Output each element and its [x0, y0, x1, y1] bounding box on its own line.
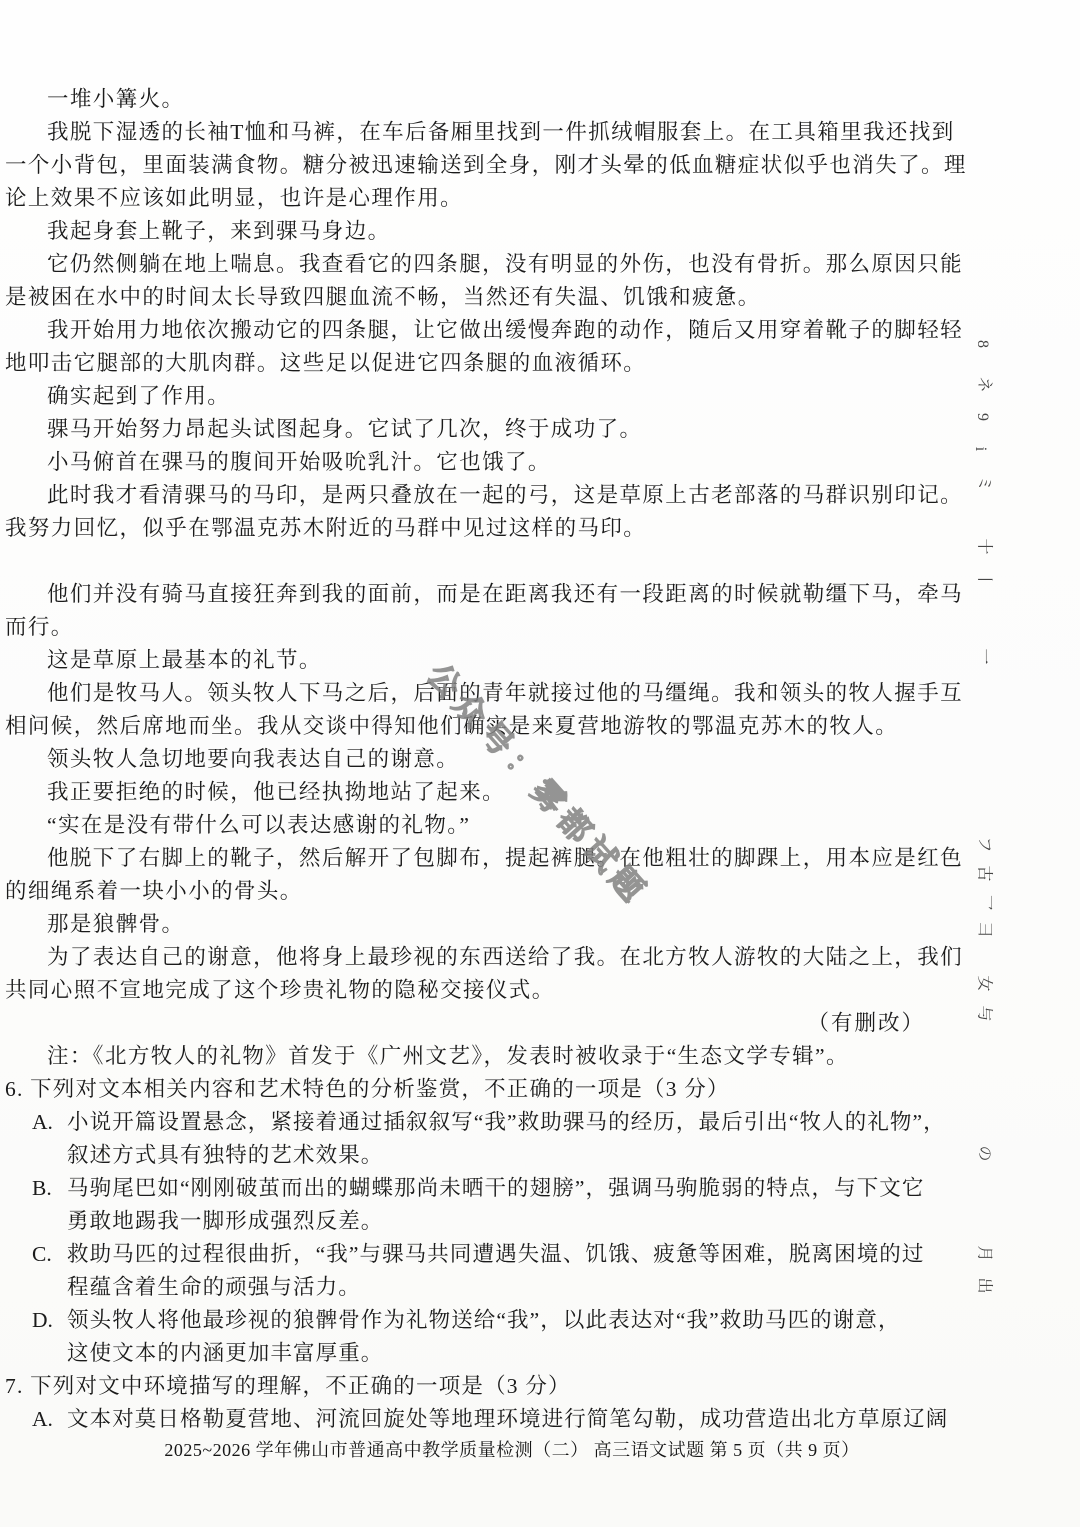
text-line — [5, 281, 931, 314]
line-text: 领头牧人将他最珍视的狼髀骨作为礼物送给“我”，以此表达对“我”救助马匹的谢意， — [67, 1308, 901, 1332]
line-text: 一堆小篝火。 — [47, 87, 185, 111]
text-line — [5, 479, 964, 512]
text-line — [5, 83, 931, 116]
line-text: 我脱下湿透的长袖T恤和马裤，在车后备厢里找到一件抓绒帽服套上。在工具箱里我还找到 — [47, 120, 955, 144]
text-line — [5, 941, 964, 974]
margin-mark: 丨 — [975, 571, 993, 588]
line-text: 我起身套上靴子，来到骒马身边。 — [47, 219, 391, 243]
line-text: 我正要拒绝的时候，他已经执拗地站了起来。 — [47, 780, 506, 804]
page-footer: 2025~2026 学年佛山市普通高中教学质量检测（二） 高三语文试题 第 5 页（共 9 页） — [164, 1440, 860, 1460]
text-line — [5, 347, 931, 380]
line-text: 小马俯首在骒马的腹间开始吸吮乳汁。它也饿了。 — [47, 450, 551, 474]
text-line — [5, 908, 931, 941]
margin-mark: 彐 — [975, 921, 993, 938]
line-text: 骒马开始努力昂起头试图起身。它试了几次，终于成功了。 — [47, 417, 643, 441]
text-line — [5, 611, 931, 644]
line-text: “实在是没有带什么可以表达感谢的礼物。” — [47, 813, 471, 837]
option-line — [5, 1139, 931, 1172]
option-line — [5, 1304, 931, 1337]
line-text: 是被困在水中的时间太长导致四腿血流不畅，当然还有失温、饥饿和疲惫。 — [5, 285, 761, 309]
line-text: 我努力回忆，似乎在鄂温克苏木附近的马群中见过这样的马印。 — [5, 516, 647, 540]
option-line — [5, 1205, 931, 1238]
line-text: 注：《北方牧人的礼物》首发于《广州文艺》，发表时被收录于“生态文学专辑”。 — [47, 1044, 849, 1068]
text-line — [5, 974, 931, 1007]
option-line — [5, 1106, 946, 1139]
line-text: 7. 下列对文中环境描写的理解，不正确的一项是（3 分） — [5, 1374, 571, 1398]
line-text: 为了表达自己的谢意，他将身上最珍视的东西送给了我。在北方牧人游牧的大陆之上，我们 — [47, 945, 964, 969]
text-line — [5, 116, 955, 149]
text-line — [5, 710, 931, 743]
margin-mark: i — [972, 446, 990, 452]
text-line — [5, 644, 931, 677]
text-line — [5, 1040, 931, 1073]
line-text: 他脱下了右脚上的靴子，然后解开了包脚布，提起裤腿。在他粗壮的脚踝上，用本应是红色 — [47, 846, 964, 870]
line-text: 他们并没有骑马直接狂奔到我的面前，而是在距离我还有一段距离的时候就勒缰下马，牵马 — [47, 582, 964, 606]
margin-mark: 8 — [974, 340, 991, 348]
text-line — [5, 413, 931, 446]
line-text: 他们是牧马人。领头牧人下马之后，后面的青年就接过他的马缰绳。我和领头的牧人握手互 — [47, 681, 964, 705]
line-text: 6. 下列对文本相关内容和艺术特色的分析鉴赏，不正确的一项是（3 分） — [5, 1077, 730, 1101]
margin-mark: の — [975, 1145, 993, 1162]
text-line — [5, 314, 964, 347]
margin-mark: 乛 — [975, 894, 993, 911]
margin-mark: ネ — [975, 376, 993, 393]
attribution-line — [5, 1007, 931, 1040]
text-line — [5, 578, 964, 611]
blank-line — [5, 545, 931, 578]
line-text: 文本对莫日格勒夏营地、河流回旋处等地理环境进行简笔勾勒，成功营造出北方草原辽阔 — [67, 1407, 949, 1431]
line-text: 论上效果不应该如此明显，也许是心理作用。 — [5, 186, 464, 210]
text-line — [5, 248, 964, 281]
option-label: A. — [32, 1110, 53, 1134]
margin-mark: 十 — [975, 538, 993, 555]
line-text: 地叩击它腿部的大肌肉群。这些足以促进它四条腿的血液循环。 — [5, 351, 647, 375]
text-line — [5, 809, 931, 842]
line-text: 此时我才看清骒马的马印，是两只叠放在一起的弓，这是草原上古老部落的马群识别印记。 — [47, 483, 964, 507]
line-text: 领头牧人急切地要向我表达自己的谢意。 — [47, 747, 460, 771]
option-line — [5, 1271, 931, 1304]
option-line — [5, 1172, 931, 1205]
line-text: （有删改） — [807, 1011, 925, 1035]
text-line — [5, 182, 931, 215]
option-line — [5, 1337, 931, 1370]
line-text: 这使文本的内涵更加丰富厚重。 — [67, 1341, 384, 1365]
option-line — [5, 1403, 949, 1436]
text-line — [5, 677, 964, 710]
text-line — [5, 776, 931, 809]
text-line — [5, 842, 964, 875]
margin-mark: 古 — [975, 865, 993, 882]
line-text: 那是狼髀骨。 — [47, 912, 185, 936]
line-text: 一个小背包，里面装满食物。糖分被迅速输送到全身，刚才头晕的低血糖症状似乎也消失了。理 — [5, 153, 967, 177]
text-line — [5, 512, 931, 545]
margin-mark: ミ — [975, 475, 993, 492]
line-text: 的细绳系着一块小小的骨头。 — [5, 879, 303, 903]
option-label: B. — [32, 1176, 52, 1200]
line-text: 它仍然侧躺在地上喘息。我查看它的四条腿，没有明显的外伤，也没有骨折。那么原因只能 — [47, 252, 964, 276]
document-body — [5, 83, 967, 1436]
text-line — [5, 875, 931, 908]
question-stem-line — [5, 1073, 931, 1106]
line-text: 程蕴含着生命的顽强与活力。 — [67, 1275, 361, 1299]
option-label: A. — [32, 1407, 53, 1431]
line-text: 勇敢地踢我一脚形成强烈反差。 — [67, 1209, 384, 1233]
margin-mark: 9 — [974, 413, 991, 421]
option-label: D. — [32, 1308, 53, 1332]
text-line — [5, 743, 931, 776]
line-text: 这是草原上最基本的礼节。 — [47, 648, 322, 672]
diagonal-watermark: 公众号：雾都试题 — [420, 656, 656, 913]
line-text: 相问候，然后席地而坐。我从交谈中得知他们确实是来夏营地游牧的鄂温克苏木的牧人。 — [5, 714, 899, 738]
text-line — [5, 446, 931, 479]
question-stem-line — [5, 1370, 931, 1403]
margin-mark: 与 — [975, 1005, 993, 1022]
option-line — [5, 1238, 931, 1271]
margin-mark: 出 — [975, 1277, 993, 1294]
margin-mark: フ — [975, 836, 993, 853]
line-text: 小说开篇设置悬念，紧接着通过插叙叙写“我”救助骒马的经历，最后引出“牧人的礼物”， — [67, 1110, 946, 1134]
margin-mark: 月 — [975, 1245, 993, 1262]
margin-mark: 一 — [975, 648, 993, 665]
text-line — [5, 215, 931, 248]
line-text: 救助马匹的过程很曲折，“我”与骒马共同遭遇失温、饥饿、疲惫等困难，脱离困境的过 — [67, 1242, 925, 1266]
option-label: C. — [32, 1242, 52, 1266]
line-text: 马驹尾巴如“刚刚破茧而出的蝴蝶那尚未晒干的翅膀”，强调马驹脆弱的特点，与下文它 — [67, 1176, 925, 1200]
line-text: 而行。 — [5, 615, 74, 639]
line-text: 共同心照不宣地完成了这个珍贵礼物的隐秘交接仪式。 — [5, 978, 555, 1002]
line-text: 我开始用力地依次搬动它的四条腿，让它做出缓慢奔跑的动作，随后又用穿着靴子的脚轻轻 — [47, 318, 964, 342]
text-line — [5, 380, 931, 413]
text-line — [5, 149, 967, 182]
line-text: 叙述方式具有独特的艺术效果。 — [67, 1143, 384, 1167]
margin-mark: 女 — [975, 975, 993, 992]
line-text: 确实起到了作用。 — [47, 384, 231, 408]
